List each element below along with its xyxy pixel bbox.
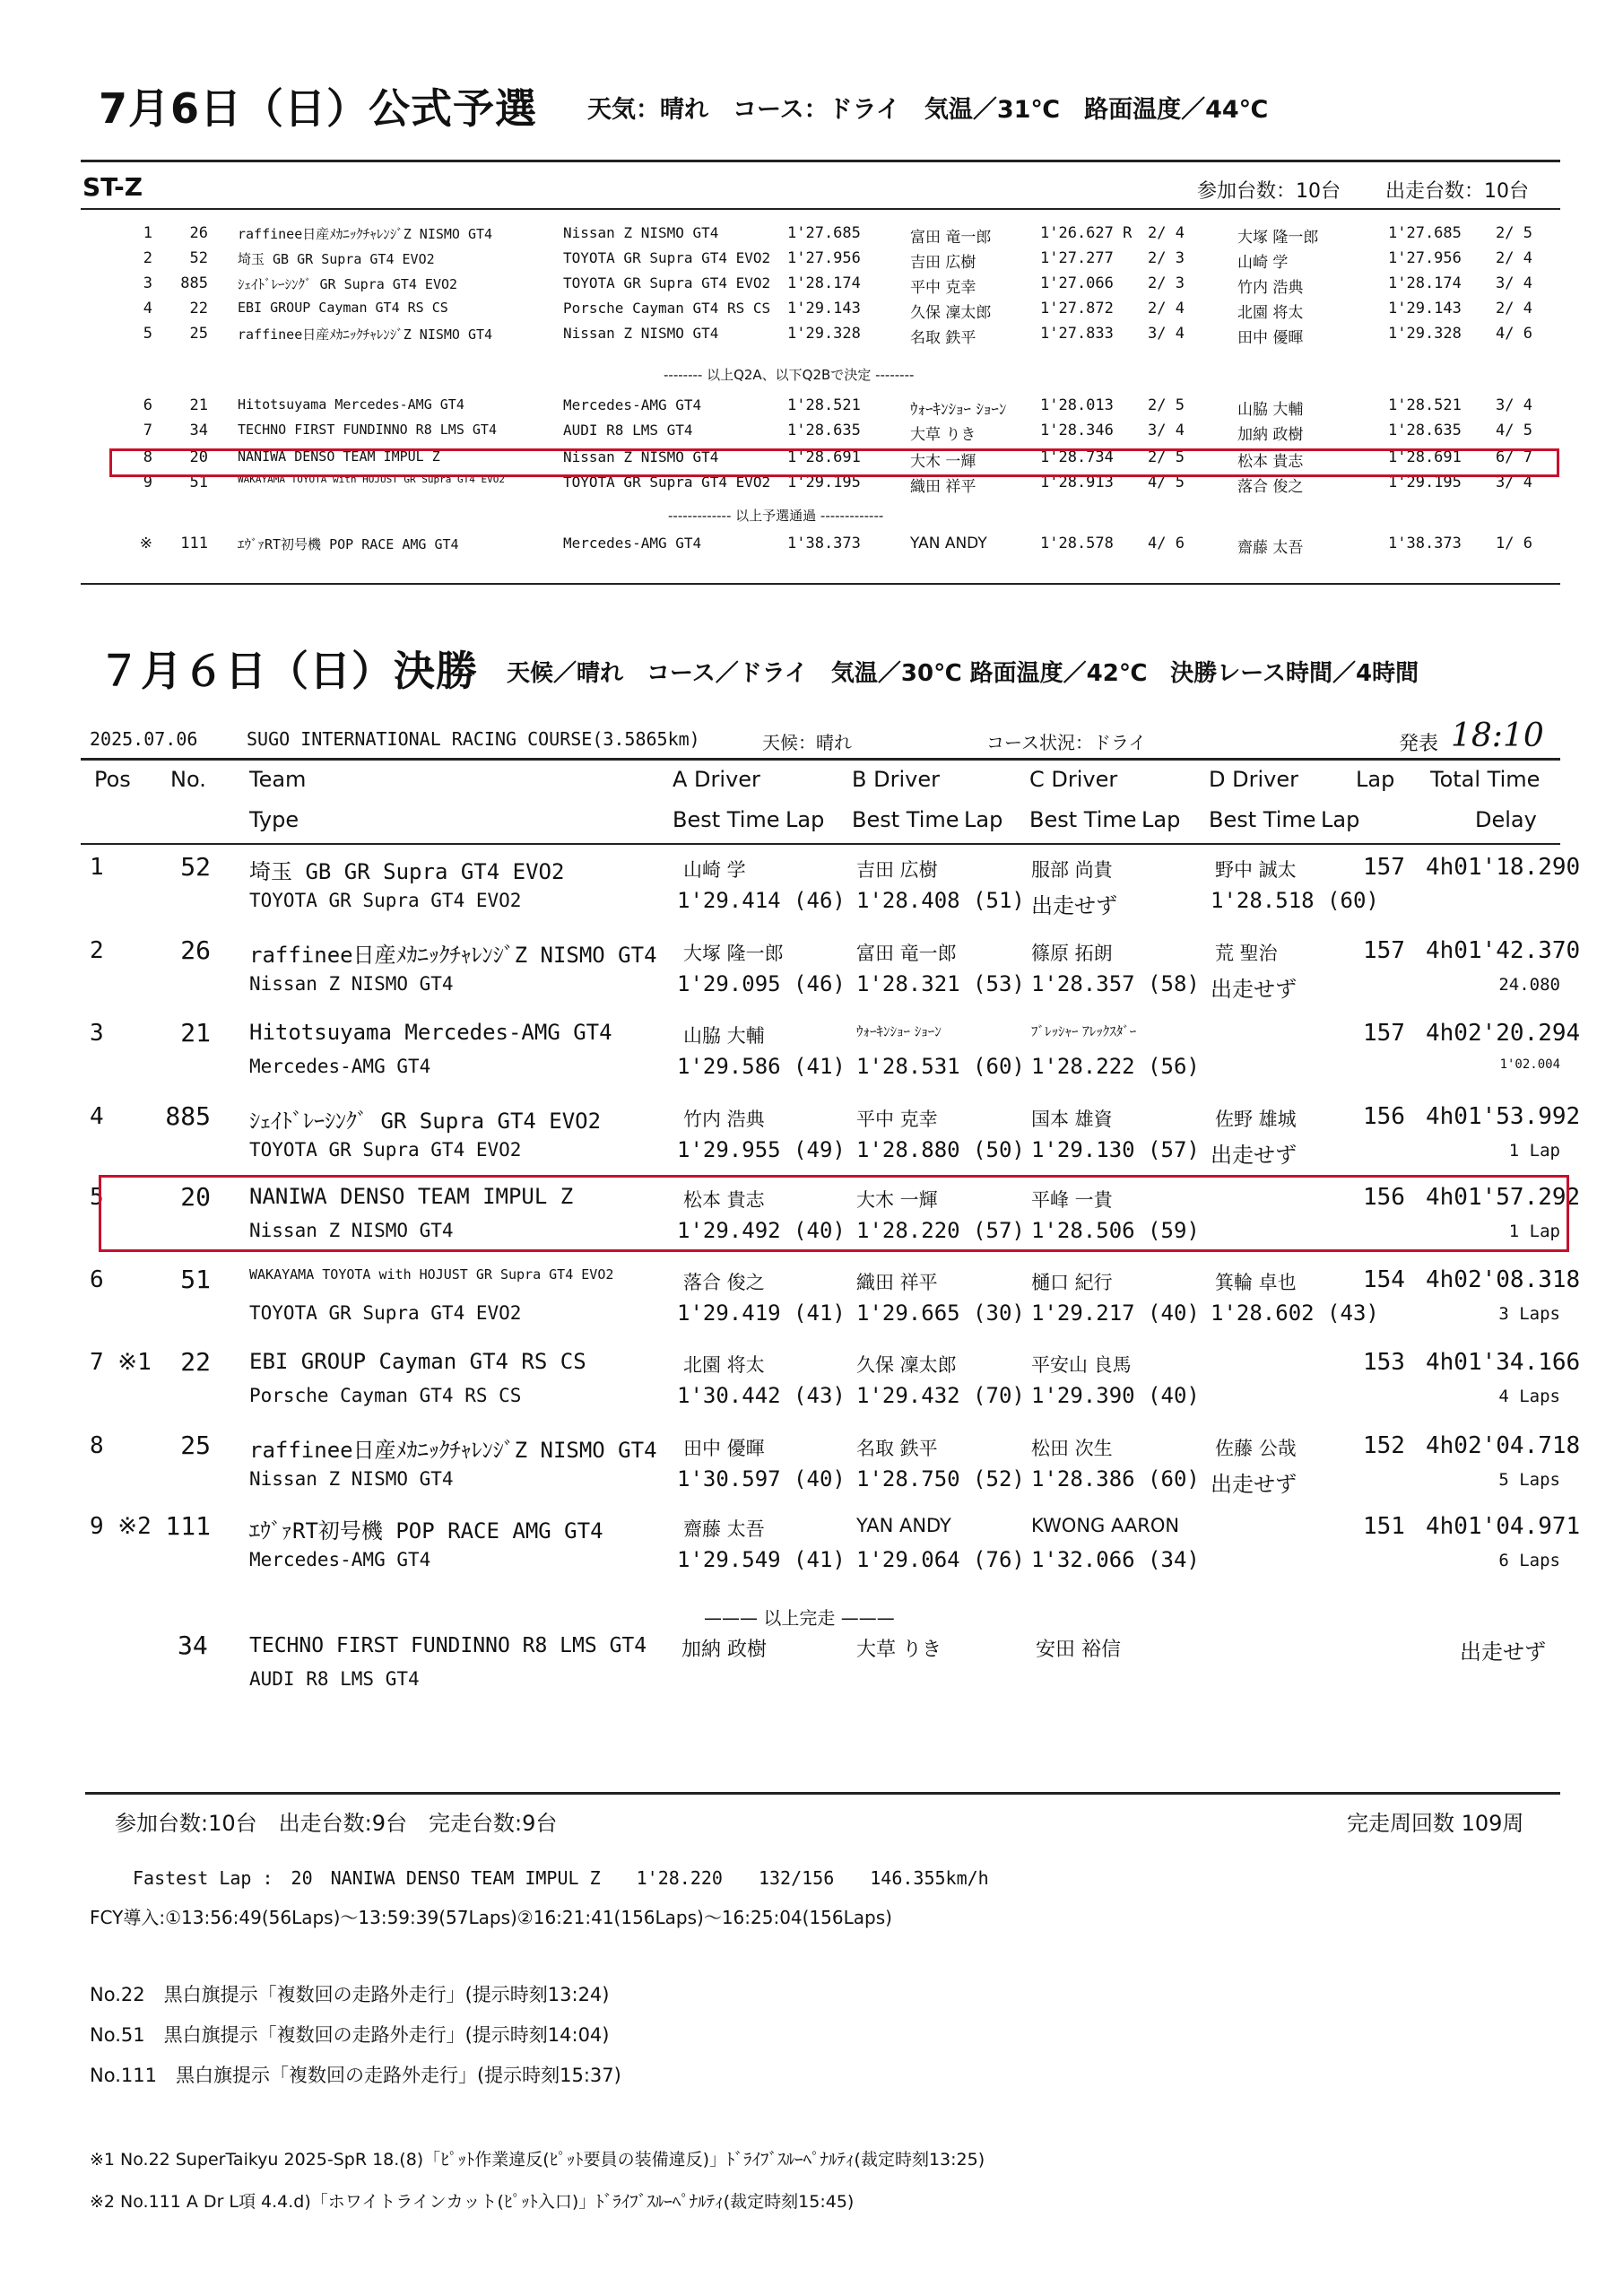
result-cell-a: 大塚 隆一郎 [683, 943, 784, 964]
result-cell-ct: 1'29.130 (57) [1031, 1137, 1200, 1162]
result-cell-team: NANIWA DENSO TEAM IMPUL Z [249, 1184, 574, 1209]
qualifying-cell-t2: 1'28.635 [1388, 422, 1462, 439]
result-cell-team: raffinee日産ﾒｶﾆｯｸﾁｬﾚﾝｼﾞZ NISMO GT4 [249, 1438, 657, 1463]
divider [81, 843, 1560, 845]
qualifying-cell-l1: 3/ 4 [1148, 325, 1185, 343]
qualifying-cell-team: ｴｳﾞｧRT初号機 POP RACE AMG GT4 [238, 536, 459, 552]
header-pos: Pos [94, 767, 131, 792]
result-cell-total: 4h01'42.370 [1426, 937, 1581, 964]
dns-c-driver: 安田 裕信 [1036, 1639, 1121, 1661]
announce-time: 18:10 [1451, 718, 1544, 754]
qualifying-cell-d2: 齋藤 太吾 [1237, 539, 1304, 557]
result-cell-pos: 4 [90, 1103, 104, 1130]
result-cell-c: 平峰 一貴 [1031, 1189, 1113, 1211]
qualifying-cell-no: 22 [189, 300, 208, 317]
qualifying-cell-l1: 4/ 5 [1148, 474, 1185, 491]
qualifying-cell-team: 埼玉 GB GR Supra GT4 EVO2 [238, 251, 435, 267]
result-cell-laps: 156 [1363, 1184, 1405, 1211]
qualifying-cell-d1: YAN ANDY [910, 535, 987, 552]
result-cell-pos: 3 [90, 1020, 104, 1047]
qualifying-cell-t1: 1'27.277 [1040, 249, 1114, 267]
result-cell-delay: 4 Laps [1498, 1387, 1560, 1406]
header-d-best: Best Time [1209, 807, 1316, 832]
qualifying-cell-no: 51 [189, 474, 208, 491]
result-cell-type: TOYOTA GR Supra GT4 EVO2 [249, 1302, 522, 1324]
qualifying-cell-team: TECHNO FIRST FUNDINNO R8 LMS GT4 [238, 422, 497, 438]
highlight-box [99, 1175, 1569, 1252]
qualifying-cell-d2: 松本 貴志 [1237, 453, 1304, 471]
qualifying-cell-no: 21 [189, 396, 208, 414]
class-name: ST-Z [82, 172, 143, 202]
qualifying-cell-d2: 竹内 浩典 [1237, 279, 1304, 297]
result-cell-total: 4h02'04.718 [1426, 1432, 1581, 1459]
qualifying-cell-l2: 3/ 4 [1496, 474, 1532, 491]
weather: 天候：晴れ [762, 732, 852, 753]
result-cell-at: 1'29.414 (46) [677, 888, 846, 913]
result-cell-pos: 6 [90, 1266, 104, 1293]
result-cell-delay: 6 Laps [1498, 1551, 1560, 1570]
qualifying-cell-d2: 山崎 学 [1237, 254, 1289, 272]
result-cell-total: 4h01'53.992 [1426, 1103, 1581, 1130]
result-cell-total: 4h02'08.318 [1426, 1266, 1581, 1293]
qualifying-cell-l2: 2/ 4 [1496, 249, 1532, 267]
divider [81, 208, 1560, 210]
qualifying-cell-d1: 平中 克幸 [910, 279, 976, 297]
completed-laps: 完走周回数 109周 [1347, 1811, 1524, 1836]
result-cell-delay: 1 Lap [1508, 1222, 1560, 1241]
result-cell-b: YAN ANDY [856, 1515, 951, 1536]
qualifying-cell-t2: 1'28.521 [1388, 396, 1462, 414]
result-cell-bt: 1'28.408 (51) [856, 888, 1025, 913]
qualifying-cell-team: WAKAYAMA TOYOTA with HOJUST GR Supra GT4 EVO2 [238, 474, 506, 485]
qualifying-cell-pos: 2 [143, 249, 152, 267]
result-cell-pos: 8 [90, 1432, 104, 1459]
qualifying-cell-t1: 1'28.013 [1040, 396, 1114, 414]
result-cell-laps: 154 [1363, 1266, 1405, 1293]
result-cell-bt: 1'29.064 (76) [856, 1547, 1025, 1572]
result-cell-ct: 出走せず [1031, 893, 1117, 918]
result-cell-pos: 2 [90, 937, 104, 964]
result-cell-c: 国本 雄資 [1031, 1109, 1113, 1130]
result-cell-bt: 1'29.432 (70) [856, 1383, 1025, 1408]
result-cell-ct: 1'29.390 (40) [1031, 1383, 1200, 1408]
header-b-best: Best Time [852, 807, 959, 832]
dns-car-number: 34 [178, 1631, 208, 1660]
header-lap: Lap [1356, 767, 1395, 792]
qualifying-cell-team: raffinee日産ﾒｶﾆｯｸﾁｬﾚﾝｼﾞZ NISMO GT4 [238, 326, 493, 343]
result-cell-b: ｳｫｰｷﾝｼｮｰ ｼｮｰﾝ [856, 1023, 942, 1039]
qualifying-cell-t1: 1'26.627 R [1040, 224, 1133, 242]
qualifying-cell-time: 1'28.691 [787, 448, 861, 466]
race-date: 2025.07.06 [90, 728, 198, 750]
result-cell-type: Mercedes-AMG GT4 [249, 1549, 431, 1570]
result-cell-pos: 5 [90, 1184, 104, 1211]
result-cell-a: 山脇 大輔 [683, 1025, 765, 1047]
qualifying-cell-pos: 4 [143, 300, 152, 317]
qualifying-cell-car: Mercedes-AMG GT4 [563, 396, 702, 413]
qualifying-cell-l2: 2/ 4 [1496, 300, 1532, 317]
result-cell-dt: 出走せず [1211, 1472, 1297, 1497]
flag-note-51: No.51 黒白旗提示「複数回の走路外走行」(提示時刻14:04) [90, 2024, 610, 2046]
result-cell-pos: 7 ※1 [90, 1349, 152, 1376]
result-cell-at: 1'29.419 (41) [677, 1300, 846, 1326]
divider [81, 160, 1560, 162]
result-cell-no: 26 [180, 935, 211, 965]
result-cell-total: 4h01'57.292 [1426, 1184, 1581, 1211]
divider [85, 1792, 1560, 1795]
dns-type: AUDI R8 LMS GT4 [249, 1668, 420, 1690]
header-a-driver: A Driver [673, 767, 760, 792]
result-cell-team: Hitotsuyama Mercedes-AMG GT4 [249, 1020, 612, 1045]
flag-note-22: No.22 黒白旗提示「複数回の走路外走行」(提示時刻13:24) [90, 1984, 610, 2005]
qualifying-cell-t2: 1'28.691 [1388, 448, 1462, 466]
fcy-info: FCY導入:①13:56:49(56Laps)～13:59:39(57Laps)②16:21:41(156Laps)～16:25:04(156Laps) [90, 1907, 892, 1928]
qualifying-cell-l2: 3/ 4 [1496, 396, 1532, 414]
qualifying-cell-d1: 織田 祥平 [910, 478, 976, 496]
qualifying-cell-l1: 4/ 6 [1148, 535, 1185, 552]
result-cell-team: raffinee日産ﾒｶﾆｯｸﾁｬﾚﾝｼﾞZ NISMO GT4 [249, 943, 657, 968]
participants-count: 参加台数：10台 [1197, 180, 1341, 203]
result-cell-a: 北園 将太 [683, 1354, 765, 1376]
header-d-lap: Lap [1321, 807, 1360, 832]
result-cell-d: 佐野 雄城 [1215, 1109, 1297, 1130]
qualifying-cell-l2: 3/ 4 [1496, 274, 1532, 292]
qualifying-cell-t1: 1'28.346 [1040, 422, 1114, 439]
qualifying-cell-car: Nissan Z NISMO GT4 [563, 325, 719, 342]
result-cell-bt: 1'29.665 (30) [856, 1300, 1025, 1326]
qualifying-cell-pos: 9 [143, 474, 152, 491]
result-cell-ct: 1'28.222 (56) [1031, 1054, 1200, 1079]
result-cell-no: 22 [180, 1347, 211, 1377]
header-no: No. [170, 767, 206, 792]
finished-note: ——— 以上完走 ——— [704, 1607, 895, 1629]
result-cell-delay: 1 Lap [1508, 1141, 1560, 1161]
result-cell-ct: 1'28.357 (58) [1031, 971, 1200, 996]
result-cell-d: 佐藤 公哉 [1215, 1438, 1297, 1459]
result-cell-no: 885 [165, 1101, 211, 1131]
result-cell-team: ｼｪｲﾄﾞﾚｰｼﾝｸﾞ GR Supra GT4 EVO2 [249, 1109, 602, 1134]
qualifying-cell-t2: 1'29.328 [1388, 325, 1462, 343]
fastest-lap: Fastest Lap : 20 NANIWA DENSO TEAM IMPUL Z 1'28.220 132/156 146.355km/h [133, 1867, 989, 1889]
result-cell-total: 4h01'04.971 [1426, 1513, 1581, 1540]
highlight-box [109, 448, 1559, 477]
qualifying-cell-d1: 大木 一輝 [910, 453, 976, 471]
qualifying-cell-d1: 大草 りき [910, 426, 976, 444]
qualifying-cell-t2: 1'27.685 [1388, 224, 1462, 242]
result-cell-type: TOYOTA GR Supra GT4 EVO2 [249, 1139, 522, 1161]
qualifying-cell-team: raffinee日産ﾒｶﾆｯｸﾁｬﾚﾝｼﾞZ NISMO GT4 [238, 226, 493, 242]
qualifying-cell-pos: ※ [139, 535, 152, 552]
result-cell-bt: 1'28.220 (57) [856, 1218, 1025, 1243]
result-cell-at: 1'29.492 (40) [677, 1218, 846, 1243]
header-c-best: Best Time [1029, 807, 1137, 832]
result-cell-delay: 24.080 [1498, 975, 1560, 995]
result-cell-laps: 156 [1363, 1103, 1405, 1130]
qualifying-cell-t1: 1'27.872 [1040, 300, 1114, 317]
result-cell-team: ｴｳﾞｧRT初号機 POP RACE AMG GT4 [249, 1518, 603, 1544]
qualifying-cell-t1: 1'27.066 [1040, 274, 1114, 292]
header-b-lap: Lap [964, 807, 1003, 832]
qualifying-cell-d2: 落合 俊之 [1237, 478, 1304, 496]
result-cell-b: 吉田 広樹 [856, 859, 938, 881]
result-cell-a: 山崎 学 [683, 859, 746, 881]
qualifying-cell-car: AUDI R8 LMS GT4 [563, 422, 693, 439]
result-cell-team: WAKAYAMA TOYOTA with HOJUST GR Supra GT4 EVO2 [249, 1266, 614, 1283]
qualifying-cell-t2: 1'28.174 [1388, 274, 1462, 292]
result-cell-type: Nissan Z NISMO GT4 [249, 1220, 454, 1241]
result-cell-ct: 1'28.506 (59) [1031, 1218, 1200, 1243]
result-cell-bt: 1'28.531 (60) [856, 1054, 1025, 1079]
result-cell-delay: 3 Laps [1498, 1304, 1560, 1324]
qualifying-cell-t1: 1'27.833 [1040, 325, 1114, 343]
result-cell-laps: 157 [1363, 1020, 1405, 1047]
qualifying-cell-no: 111 [180, 535, 208, 552]
header-a-lap: Lap [785, 807, 825, 832]
flag-note-111: No.111 黒白旗提示「複数回の走路外走行」(提示時刻15:37) [90, 2065, 621, 2086]
result-cell-b: 大木 一輝 [856, 1189, 938, 1211]
header-d-driver: D Driver [1209, 767, 1298, 792]
penalty-note-1: ※1 No.22 SuperTaikyu 2025-SpR 18.(8)「ﾋﾟｯﾄ作業違反(ﾋﾟｯﾄ要員の装備違反)」ﾄﾞﾗｲﾌﾞｽﾙｰﾍﾟﾅﾙﾃｨ(裁定時刻13:25) [90, 2150, 985, 2170]
result-cell-dt: 出走せず [1211, 1143, 1297, 1168]
result-cell-laps: 151 [1363, 1513, 1405, 1540]
result-cell-b: 久保 凜太郎 [856, 1354, 957, 1376]
qualifying-cell-time: 1'28.635 [787, 422, 861, 439]
qualifying-cell-time: 1'27.685 [787, 224, 861, 242]
qualifying-cell-car: Nissan Z NISMO GT4 [563, 224, 719, 241]
result-cell-c: 樋口 紀行 [1031, 1272, 1113, 1293]
qualifying-cell-l1: 2/ 4 [1148, 300, 1185, 317]
starters-count: 出走台数：10台 [1385, 180, 1529, 203]
result-cell-ct: 1'32.066 (34) [1031, 1547, 1200, 1572]
result-cell-total: 4h01'34.166 [1426, 1349, 1581, 1376]
result-cell-delay: 5 Laps [1498, 1470, 1560, 1490]
qualifying-cell-no: 34 [189, 422, 208, 439]
qualifying-cell-time: 1'28.521 [787, 396, 861, 414]
qualifying-cell-car: Mercedes-AMG GT4 [563, 535, 702, 552]
qualifying-cell-l1: 2/ 3 [1148, 249, 1185, 267]
qualifying-cell-l1: 2/ 3 [1148, 274, 1185, 292]
result-cell-dt: 1'28.602 (43) [1211, 1300, 1379, 1326]
dns-status: 出走せず [1460, 1639, 1546, 1665]
result-cell-at: 1'30.442 (43) [677, 1383, 846, 1408]
result-cell-dt: 1'28.518 (60) [1211, 888, 1379, 913]
qualifying-cell-team: NANIWA DENSO TEAM IMPUL Z [238, 448, 440, 465]
result-cell-no: 51 [180, 1265, 211, 1294]
announce-label: 発表 [1399, 733, 1439, 755]
penalty-note-2: ※2 No.111 A Dr L項 4.4.d)「ホワイトラインカット(ﾋﾟｯﾄ入口)」ﾄﾞﾗｲﾌﾞｽﾙｰﾍﾟﾅﾙﾃｨ(裁定時刻15:45) [90, 2192, 855, 2212]
qualifying-cell-t1: 1'28.578 [1040, 535, 1114, 552]
result-cell-a: 齋藤 太吾 [683, 1518, 765, 1540]
qualifying-cell-t2: 1'38.373 [1388, 535, 1462, 552]
qualifying-cell-d1: 名取 鉄平 [910, 329, 976, 347]
qualifying-cell-time: 1'29.143 [787, 300, 861, 317]
header-a-best: Best Time [673, 807, 780, 832]
result-cell-bt: 1'28.750 (52) [856, 1466, 1025, 1492]
result-cell-bt: 1'28.880 (50) [856, 1137, 1025, 1162]
result-cell-pos: 1 [90, 854, 104, 881]
result-cell-total: 4h01'18.290 [1426, 854, 1581, 881]
qualifying-cell-time: 1'28.174 [787, 274, 861, 292]
header-c-lap: Lap [1141, 807, 1181, 832]
result-cell-type: Nissan Z NISMO GT4 [249, 973, 454, 995]
divider [81, 583, 1560, 585]
result-cell-ct: 1'29.217 (40) [1031, 1300, 1200, 1326]
result-cell-no: 25 [180, 1431, 211, 1460]
header-delay: Delay [1475, 807, 1537, 832]
result-cell-c: 松田 次生 [1031, 1438, 1113, 1459]
dns-a-driver: 加納 政樹 [681, 1639, 767, 1661]
qualifying-cell-pos: 1 [143, 224, 152, 242]
result-cell-ct: 1'28.386 (60) [1031, 1466, 1200, 1492]
result-cell-d: 荒 聖治 [1215, 943, 1278, 964]
header-team: Team [249, 767, 307, 792]
qualifying-cell-l1: 2/ 4 [1148, 224, 1185, 242]
qualifying-cell-t1: 1'28.913 [1040, 474, 1114, 491]
qualifying-cell-no: 26 [189, 224, 208, 242]
qualifying-cell-car: TOYOTA GR Supra GT4 EVO2 [563, 474, 771, 491]
qualifying-title: 7月6日（日）公式予選 [99, 84, 538, 133]
result-cell-at: 1'29.549 (41) [677, 1547, 846, 1572]
result-cell-at: 1'30.597 (40) [677, 1466, 846, 1492]
divider [81, 758, 1560, 761]
result-cell-b: 富田 竜一郎 [856, 943, 957, 964]
result-cell-b: 名取 鉄平 [856, 1438, 938, 1459]
result-cell-no: 21 [180, 1018, 211, 1048]
qualifying-cell-no: 25 [189, 325, 208, 343]
circuit-name: SUGO INTERNATIONAL RACING COURSE(3.5865km) [247, 728, 700, 750]
header-c-driver: C Driver [1029, 767, 1118, 792]
result-cell-delay: 1'02.004 [1499, 1057, 1560, 1072]
final-title: ７月６日（日）決勝 [99, 647, 478, 695]
result-cell-pos: 9 ※2 [90, 1513, 152, 1540]
race-summary: 参加台数:10台 出走台数:9台 完走台数:9台 [115, 1811, 558, 1836]
result-cell-laps: 157 [1363, 937, 1405, 964]
qualifying-cell-d2: 大塚 隆一郎 [1237, 229, 1319, 247]
result-cell-laps: 157 [1363, 854, 1405, 881]
qualifying-cell-l2: 1/ 6 [1496, 535, 1532, 552]
result-cell-d: 箕輪 卓也 [1215, 1272, 1297, 1293]
qualifying-cell-car: TOYOTA GR Supra GT4 EVO2 [563, 249, 771, 266]
result-cell-bt: 1'28.321 (53) [856, 971, 1025, 996]
result-cell-a: 竹内 浩典 [683, 1109, 765, 1130]
result-cell-type: Nissan Z NISMO GT4 [249, 1468, 454, 1490]
result-cell-c: 服部 尚貴 [1031, 859, 1113, 881]
result-cell-b: 平中 克幸 [856, 1109, 938, 1130]
final-conditions: 天候／晴れ コース／ドライ 気温／30℃ 路面温度／42℃ 決勝レース時間／4時間 [507, 660, 1419, 687]
result-cell-at: 1'29.955 (49) [677, 1137, 846, 1162]
qualified-note: ------------- 以上予選通過 ------------- [668, 508, 884, 524]
qualifying-cell-no: 20 [189, 448, 208, 466]
result-cell-at: 1'29.586 (41) [677, 1054, 846, 1079]
result-cell-c: ﾌﾞﾚｯｼｬｰ ｱﾚｯｸｽﾀﾞｰ [1031, 1023, 1137, 1039]
qualifying-cell-t2: 1'27.956 [1388, 249, 1462, 267]
qualifying-cell-pos: 8 [143, 448, 152, 466]
qualifying-cell-l1: 2/ 5 [1148, 396, 1185, 414]
qualifying-cell-l2: 2/ 5 [1496, 224, 1532, 242]
qualifying-cell-d1: 吉田 広樹 [910, 254, 976, 272]
qualifying-cell-d1: ｳｫｰｷﾝｼｮｰ ｼｮｰﾝ [910, 401, 1007, 419]
dns-team: TECHNO FIRST FUNDINNO R8 LMS GT4 [249, 1634, 647, 1657]
qualifying-cell-pos: 3 [143, 274, 152, 292]
qualifying-cell-d2: 田中 優暉 [1237, 329, 1304, 347]
qualifying-cell-team: Hitotsuyama Mercedes-AMG GT4 [238, 396, 464, 413]
qualifying-conditions: 天気：晴れ コース：ドライ 気温／31℃ 路面温度／44℃ [587, 96, 1269, 124]
qualifying-cell-team: EBI GROUP Cayman GT4 RS CS [238, 300, 448, 316]
qualifying-cell-time: 1'38.373 [787, 535, 861, 552]
result-cell-laps: 152 [1363, 1432, 1405, 1459]
q2a-note: -------- 以上Q2A、以下Q2Bで決定 -------- [664, 367, 915, 383]
result-cell-c: KWONG AARON [1031, 1515, 1180, 1536]
qualifying-cell-t2: 1'29.195 [1388, 474, 1462, 491]
result-cell-laps: 153 [1363, 1349, 1405, 1376]
result-cell-team: EBI GROUP Cayman GT4 RS CS [249, 1349, 586, 1374]
qualifying-cell-d2: 北園 将太 [1237, 304, 1304, 322]
result-cell-b: 織田 祥平 [856, 1272, 938, 1293]
result-cell-type: Mercedes-AMG GT4 [249, 1056, 431, 1077]
result-cell-dt: 出走せず [1211, 977, 1297, 1002]
qualifying-cell-l2: 4/ 6 [1496, 325, 1532, 343]
result-cell-at: 1'29.095 (46) [677, 971, 846, 996]
result-cell-total: 4h02'20.294 [1426, 1020, 1581, 1047]
dns-b-driver: 大草 りき [856, 1639, 942, 1661]
qualifying-cell-t2: 1'29.143 [1388, 300, 1462, 317]
course-status: コース状況：ドライ [986, 732, 1147, 753]
qualifying-cell-time: 1'29.195 [787, 474, 861, 491]
header-b-driver: B Driver [852, 767, 940, 792]
header-total-time: Total Time [1430, 767, 1541, 792]
qualifying-cell-d2: 山脇 大輔 [1237, 401, 1304, 419]
qualifying-cell-time: 1'29.328 [787, 325, 861, 343]
qualifying-cell-l2: 6/ 7 [1496, 448, 1532, 466]
result-cell-c: 篠原 拓朗 [1031, 943, 1113, 964]
result-cell-a: 田中 優暉 [683, 1438, 765, 1459]
result-cell-team: 埼玉 GB GR Supra GT4 EVO2 [249, 859, 565, 884]
qualifying-cell-car: Nissan Z NISMO GT4 [563, 448, 719, 465]
qualifying-cell-no: 885 [180, 274, 208, 292]
qualifying-cell-d2: 加納 政樹 [1237, 426, 1304, 444]
qualifying-cell-pos: 5 [143, 325, 152, 343]
result-cell-c: 平安山 良馬 [1031, 1354, 1132, 1376]
qualifying-cell-pos: 7 [143, 422, 152, 439]
qualifying-cell-t1: 1'28.734 [1040, 448, 1114, 466]
qualifying-cell-car: Porsche Cayman GT4 RS CS [563, 300, 771, 317]
qualifying-cell-pos: 6 [143, 396, 152, 414]
result-cell-type: Porsche Cayman GT4 RS CS [249, 1385, 522, 1406]
result-cell-a: 落合 俊之 [683, 1272, 765, 1293]
header-type: Type [249, 807, 299, 832]
qualifying-cell-no: 52 [189, 249, 208, 267]
result-cell-type: TOYOTA GR Supra GT4 EVO2 [249, 890, 522, 911]
qualifying-cell-l2: 4/ 5 [1496, 422, 1532, 439]
result-cell-a: 松本 貴志 [683, 1189, 765, 1211]
result-cell-no: 20 [180, 1182, 211, 1212]
result-cell-d: 野中 誠太 [1215, 859, 1297, 881]
qualifying-cell-d1: 久保 凜太郎 [910, 304, 992, 322]
qualifying-cell-l1: 2/ 5 [1148, 448, 1185, 466]
qualifying-cell-l1: 3/ 4 [1148, 422, 1185, 439]
qualifying-cell-time: 1'27.956 [787, 249, 861, 267]
qualifying-cell-car: TOYOTA GR Supra GT4 EVO2 [563, 274, 771, 291]
qualifying-cell-team: ｼｪｲﾄﾞﾚｰｼﾝｸﾞ GR Supra GT4 EVO2 [238, 276, 458, 292]
result-cell-no: 52 [180, 852, 211, 882]
result-cell-no: 111 [165, 1511, 211, 1541]
qualifying-cell-d1: 富田 竜一郎 [910, 229, 992, 247]
